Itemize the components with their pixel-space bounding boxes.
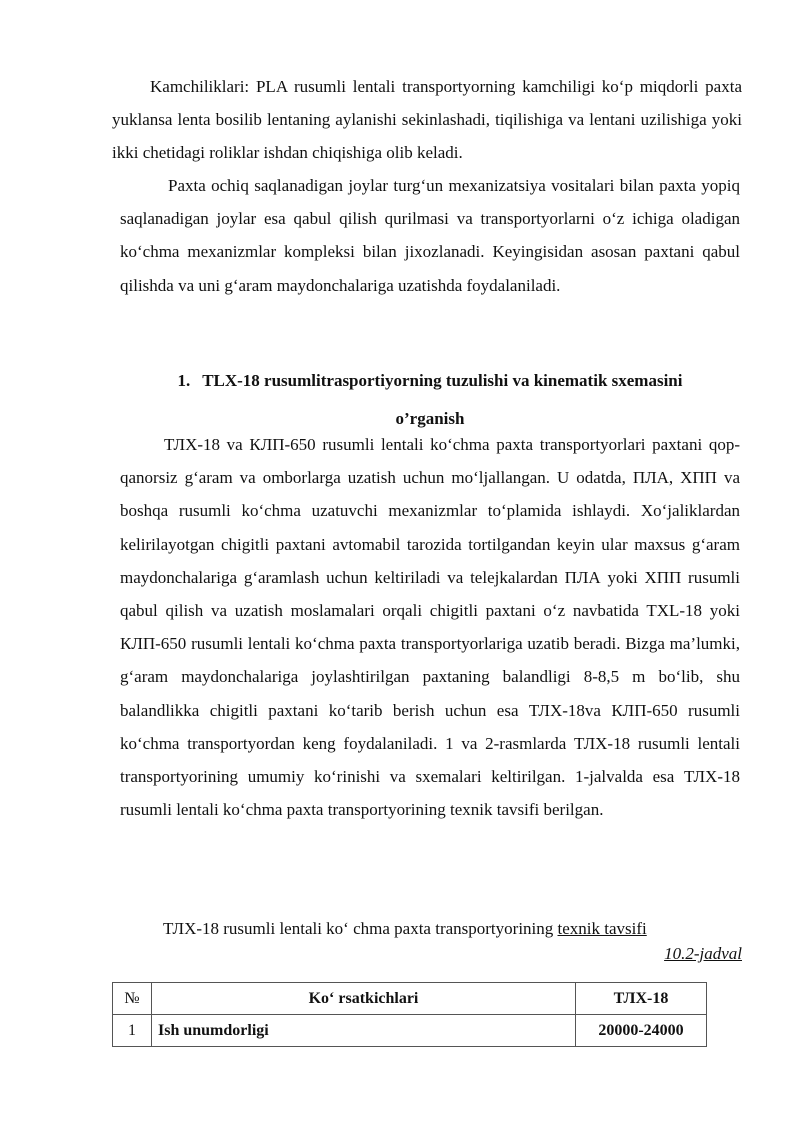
table-caption-underlined: texnik tavsifi	[557, 919, 647, 938]
table-number: 10.2-jadval	[664, 944, 742, 963]
section-number: 1.	[177, 371, 191, 390]
row-name: Ish unumdorligi	[152, 1015, 576, 1047]
paragraph-transporter: ТЛХ-18 va КЛП-650 rusumli lentali ko‘chma paxta transportyorlari paxtani qop-qanorsiz g‘aram va omborlarga uzatish uchun mo‘ljallangan. U odatda, ПЛА, ХПП va boshqa rusumli ko‘chma uzatuvchi mexanizmlar to‘plamida ishlaydi. Xo‘jaliklardan kelirilayotgan chigitli paxtani avtomabil tarozida tortilgandan keyin ular maxsus g‘aram maydonchalariga g‘aramlash uchun keltiriladi va telejkalardan ПЛА yoki ХПП rusumli qabul qilish va uzatish moslamalari orqali chigitli paxtani o‘z navbatida TXL-18 yoki КЛП-650 rusumli lentali ko‘chma paxta transportyorlariga uzatib beradi. Bizga ma’lumki, g‘aram maydonchalariga joylashtirilgan paxtaning balandligi 8-8,5 m bo‘lib, shu balandlikka chigitli paxtani ko‘tarib berish uchun esa ТЛХ-18va КЛП-650 rusumli ko‘chma transportyordan keng foydalaniladi. 1 va 2-rasmlarda ТЛХ-18 rusumli lentali transportyorining umumiy ko‘rinishi va sxemalari keltirilgan. 1-jalvalda esa ТЛХ-18 rusumli lentali ko‘chma paxta transportyorining texnik tavsifi berilgan.	[120, 435, 740, 820]
table-header-row	[113, 983, 707, 1015]
header-name: Ko‘ rsatkichlari	[152, 983, 576, 1015]
table-row	[113, 1015, 707, 1047]
row-num: 1	[113, 1015, 152, 1047]
paragraph-storage: Paxta ochiq saqlanadigan joylar turg‘un mexanizatsiya vositalari bilan paxta yopiq saqlanadigan joylar esa qabul qilish qurilmasi va transportyorlarni o‘z ichiga oladigan ko‘chma mexanizmlar kompleksi bilan jixozlanadi. Keyingisidan asosan paxtani qabul qilishda va uni g‘aram maydonchalariga uzatishda foydalaniladi.	[120, 176, 740, 295]
section-title-line1: TLX-18 rusumlitrasportiyorning tuzulishi va kinematik sxemasini	[202, 371, 683, 390]
table-caption-text: ТЛХ-18 rusumli lentali ko‘ chma paxta transportyorining	[163, 919, 558, 938]
spec-table	[112, 982, 707, 1047]
header-value: ТЛХ-18	[576, 983, 707, 1015]
paragraph-shortcomings: Kamchiliklari: PLA rusumli lentali transportyorning kamchiligi ko‘p miqdorli paxta yuklansa lenta bosilib lentaning aylanishi sekinlashadi, tiqilishiga va lentani uzilishiga yoki ikki chetidagi roliklar ishdan chiqishiga olib keladi.	[112, 77, 742, 163]
header-num: №	[113, 983, 152, 1015]
row-value: 20000-24000	[576, 1015, 707, 1047]
section-title-line2: o’rganish	[395, 409, 465, 428]
section-heading	[120, 362, 740, 438]
table-caption	[163, 917, 647, 941]
